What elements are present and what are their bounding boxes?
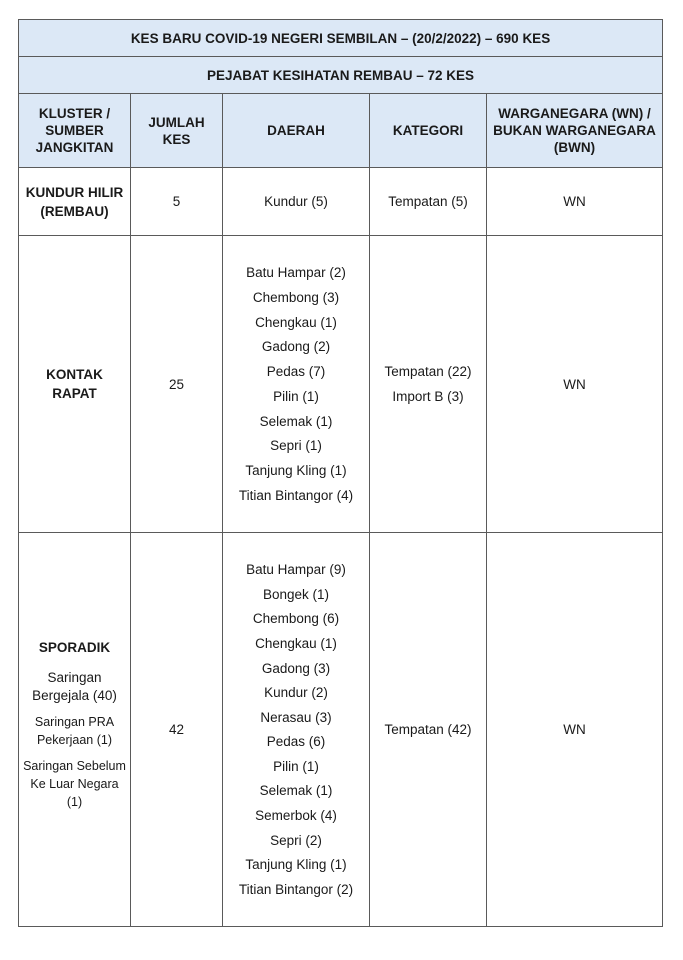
kluster-cell <box>19 533 131 927</box>
daerah-item: Chengkau (1) <box>255 635 337 651</box>
table-row <box>19 168 663 236</box>
daerah-item: Tanjung Kling (1) <box>245 857 347 873</box>
daerah-item: Sepri (1) <box>270 438 322 454</box>
daerah-item: Selemak (1) <box>259 783 333 799</box>
kategori-item: Import B (3) <box>392 388 464 404</box>
daerah-item: Pedas (6) <box>266 734 326 750</box>
wn-cell: WN <box>487 236 663 533</box>
daerah-item: Sepri (2) <box>270 832 322 848</box>
kluster-note: Saringan Sebelum Ke Luar Negara (1) <box>23 759 126 809</box>
kategori-item: Tempatan (5) <box>388 194 468 209</box>
daerah-item: Gadong (2) <box>261 339 331 355</box>
header-kategori: KATEGORI <box>370 94 487 168</box>
kluster-cell: KUNDUR HILIR (REMBAU) <box>19 168 131 236</box>
daerah-item: Titian Bintangor (4) <box>238 487 354 503</box>
daerah-cell <box>223 236 370 533</box>
daerah-item: Pedas (7) <box>266 364 326 380</box>
daerah-item: Gadong (3) <box>261 660 331 676</box>
daerah-item: Batu Hampar (9) <box>246 562 346 578</box>
kluster-note: Saringan Bergejala (40) <box>32 670 117 703</box>
daerah-cell <box>223 168 370 236</box>
kategori-item: Tempatan (22) <box>384 364 472 380</box>
table-row <box>19 236 663 533</box>
daerah-item: Pilin (1) <box>273 758 319 774</box>
jumlah-cell: 5 <box>131 168 223 236</box>
kategori-cell <box>370 533 487 927</box>
jumlah-cell: 25 <box>131 236 223 533</box>
table-title: KES BARU COVID-19 NEGERI SEMBILAN – (20/2/2022) – 690 KES <box>19 20 663 57</box>
kluster-cell: KONTAK RAPAT <box>19 236 131 533</box>
cases-table <box>18 19 663 927</box>
daerah-item: Titian Bintangor (2) <box>238 881 354 897</box>
jumlah-cell: 42 <box>131 533 223 927</box>
kluster-note: Saringan PRA Pekerjaan (1) <box>34 715 115 747</box>
daerah-item: Semerbok (4) <box>255 808 337 824</box>
wn-cell: WN <box>487 168 663 236</box>
table-subtitle: PEJABAT KESIHATAN REMBAU – 72 KES <box>19 57 663 94</box>
kategori-item: Tempatan (42) <box>384 722 472 737</box>
daerah-cell <box>223 533 370 927</box>
header-warganegara: WARGANEGARA (WN) / BUKAN WARGANEGARA (BWN) <box>487 94 663 168</box>
table-row <box>19 533 663 927</box>
header-jumlah: JUMLAH KES <box>131 94 223 168</box>
daerah-item: Nerasau (3) <box>260 709 332 725</box>
daerah-item: Batu Hampar (2) <box>246 265 346 281</box>
daerah-item: Chembong (6) <box>252 611 340 627</box>
kategori-cell <box>370 236 487 533</box>
daerah-item: Pilin (1) <box>273 388 319 404</box>
daerah-item: Kundur (2) <box>264 685 328 701</box>
wn-cell: WN <box>487 533 663 927</box>
daerah-item: Selemak (1) <box>259 413 333 429</box>
header-kluster: KLUSTER / SUMBER JANGKITAN <box>19 94 131 168</box>
kluster-title: SPORADIK <box>38 640 111 655</box>
daerah-item: Kundur (5) <box>264 194 328 209</box>
kategori-cell <box>370 168 487 236</box>
header-daerah: DAERAH <box>223 94 370 168</box>
daerah-item: Chengkau (1) <box>255 314 337 330</box>
daerah-item: Chembong (3) <box>252 290 340 306</box>
daerah-item: Bongek (1) <box>262 586 330 602</box>
daerah-item: Tanjung Kling (1) <box>245 462 347 478</box>
